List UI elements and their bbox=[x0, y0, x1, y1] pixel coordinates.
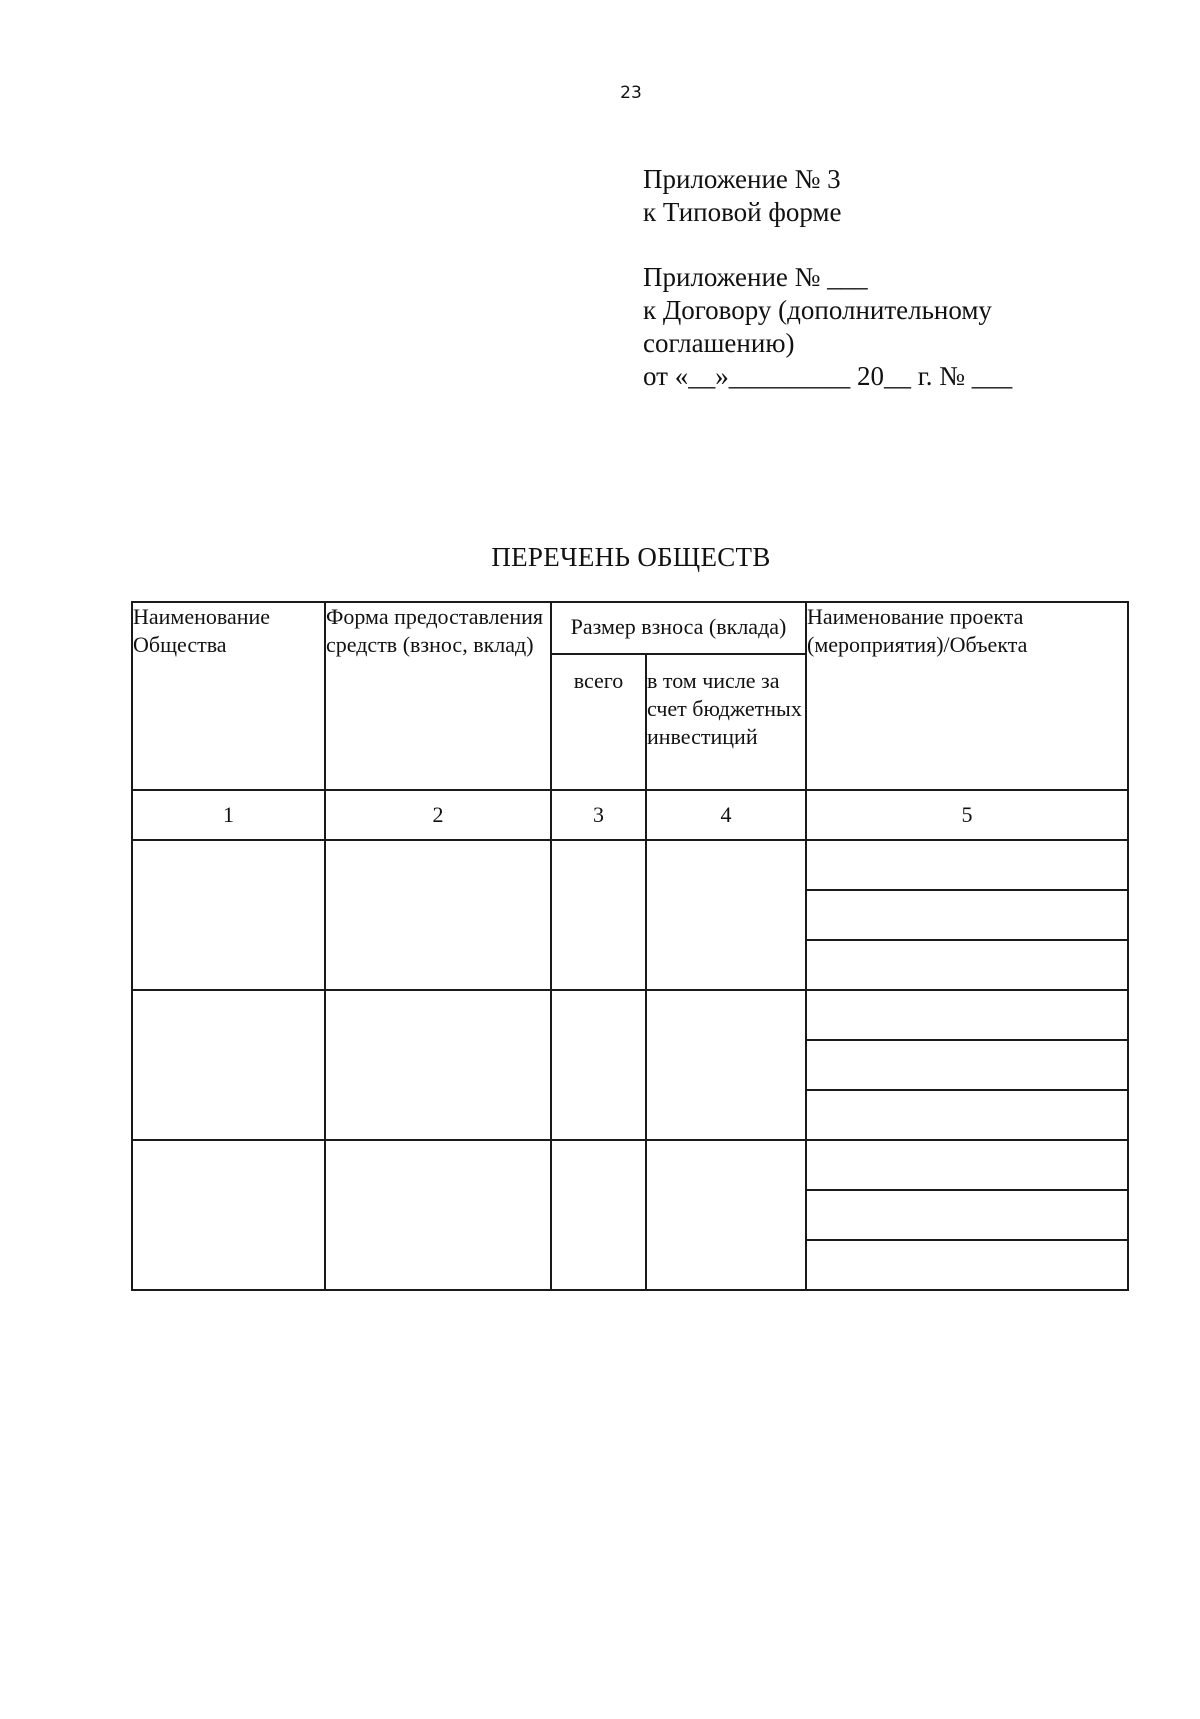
header-project-name: Наименование проекта (мероприятия)/Объекта bbox=[806, 602, 1128, 790]
cell-total[interactable] bbox=[551, 990, 646, 1140]
appendix-line-2: к Типовой форме bbox=[643, 197, 842, 227]
cell-company-name[interactable] bbox=[132, 990, 325, 1140]
page-number: 23 bbox=[620, 83, 642, 103]
cell-total[interactable] bbox=[551, 1140, 646, 1290]
companies-table bbox=[131, 601, 1129, 1291]
cell-project-name[interactable] bbox=[806, 990, 1128, 1040]
column-number-2: 2 bbox=[325, 790, 551, 840]
cell-funding-form[interactable] bbox=[325, 1140, 551, 1290]
cell-budget-investments[interactable] bbox=[646, 1140, 806, 1290]
column-number-1: 1 bbox=[132, 790, 325, 840]
cell-project-name[interactable] bbox=[806, 1190, 1128, 1240]
document-title: ПЕРЕЧЕНЬ ОБЩЕСТВ bbox=[491, 542, 771, 572]
header-funding-form: Форма предоставления средств (взнос, вклад) bbox=[325, 602, 551, 790]
cell-total[interactable] bbox=[551, 840, 646, 990]
cell-project-name[interactable] bbox=[806, 1240, 1128, 1290]
cell-project-name[interactable] bbox=[806, 1090, 1128, 1140]
column-number-5: 5 bbox=[806, 790, 1128, 840]
table-row bbox=[132, 840, 1128, 890]
cell-project-name[interactable] bbox=[806, 1040, 1128, 1090]
cell-company-name[interactable] bbox=[132, 840, 325, 990]
cell-project-name[interactable] bbox=[806, 1140, 1128, 1190]
column-number-4: 4 bbox=[646, 790, 806, 840]
cell-funding-form[interactable] bbox=[325, 990, 551, 1140]
table-row bbox=[132, 990, 1128, 1040]
header-contribution-size: Размер взноса (вклада) bbox=[551, 602, 806, 654]
cell-funding-form[interactable] bbox=[325, 840, 551, 990]
header-total: всего bbox=[551, 654, 646, 790]
appendix-line-5: соглашению) bbox=[643, 328, 795, 358]
table-row bbox=[132, 1140, 1128, 1190]
cell-project-name[interactable] bbox=[806, 940, 1128, 990]
cell-project-name[interactable] bbox=[806, 840, 1128, 890]
cell-budget-investments[interactable] bbox=[646, 840, 806, 990]
cell-company-name[interactable] bbox=[132, 1140, 325, 1290]
header-budget-investments: в том числе за счет бюджетных инвестиций bbox=[646, 654, 806, 790]
appendix-line-4: к Договору (дополнительному bbox=[643, 295, 992, 325]
header-company-name: Наименование Общества bbox=[132, 602, 325, 790]
appendix-block bbox=[643, 163, 1012, 393]
appendix-line-3: Приложение № ___ bbox=[643, 262, 868, 292]
column-number-3: 3 bbox=[551, 790, 646, 840]
appendix-line-1: Приложение № 3 bbox=[643, 164, 841, 194]
appendix-line-6: от «__»_________ 20__ г. № ___ bbox=[643, 361, 1013, 391]
cell-project-name[interactable] bbox=[806, 890, 1128, 940]
cell-budget-investments[interactable] bbox=[646, 990, 806, 1140]
